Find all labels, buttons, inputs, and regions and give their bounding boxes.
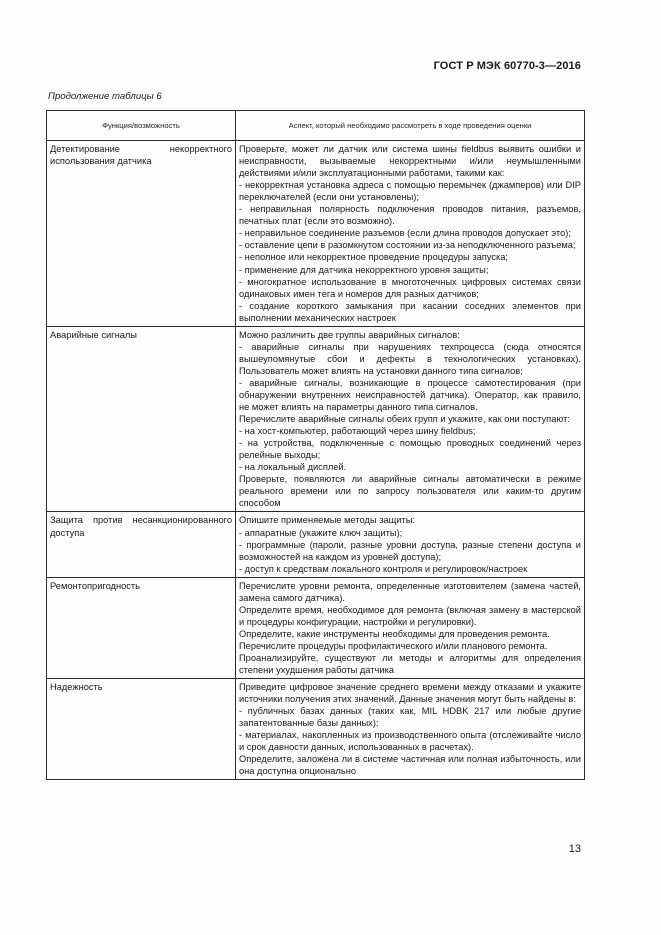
table-row xyxy=(47,326,585,512)
aspect-line: - многократное использование в многоточечных цифровых системах связи одинаковых имен тега и номеров для разных датчиков; xyxy=(239,276,581,299)
aspect-line: - материалах, накопленных из производственного опыта (отслеживайте число и срок давности данных, использованных в расчетах). xyxy=(239,730,581,753)
aspect-line: - на хост-компьютер, работающий через шину fieldbus; xyxy=(239,426,476,437)
aspect-line: - доступ к средствам локального контроля и регулировок/настроек xyxy=(239,563,528,574)
function-cell: Надежность xyxy=(47,679,236,780)
aspect-line: - оставление цепи в разомкнутом состоянии из-за неподключенного разъема; xyxy=(239,240,576,251)
aspect-line: Перечислите процедуры профилактического и/или планового ремонта. xyxy=(239,640,548,651)
aspect-line: - публичных базах данных (таких как, MIL HDBK 217 или любые другие запатентованные базы данных); xyxy=(239,706,581,729)
aspect-line: Проанализируйте, существуют ли методы и алгоритмы для определения степени ухудшения работы датчика xyxy=(239,652,581,676)
aspect-cell xyxy=(236,141,585,327)
aspect-line: Приведите цифровое значение среднего времени между отказами и укажите источники получения этих значений. Данные значения могут быть найдены в: xyxy=(239,682,581,705)
function-cell: Аварийные сигналы xyxy=(47,326,236,512)
aspect-line: Перечислите уровни ремонта, определенные изготовителем (замена частей, замена самого датчика). xyxy=(239,580,581,603)
table-row xyxy=(47,577,585,678)
function-cell: Ремонтопригодность xyxy=(47,577,236,678)
table-row xyxy=(47,141,585,327)
aspect-line: - на устройства, подключенные с помощью проводных соединений через релейные выходы; xyxy=(239,438,581,461)
aspect-line: - программные (пароли, разные уровни доступа, разные степени доступа и возможностей на каждом из уровней доступа); xyxy=(239,539,581,562)
table-row xyxy=(47,679,585,780)
function-cell: Детектирование некорректного использования датчика xyxy=(47,141,236,327)
document-code: ГОСТ Р МЭК 60770-3—2016 xyxy=(433,60,581,72)
aspect-line: - неполное или некорректное проведение процедуры запуска; xyxy=(239,252,509,263)
aspect-cell xyxy=(236,512,585,577)
table-header-row xyxy=(47,111,585,141)
aspect-cell xyxy=(236,326,585,512)
aspect-line: - аварийные сигналы, возникающие в процессе самотестирования (при обнаружении внутренних неисправностей датчика). Оператор, как правило, не может влиять на параметры данного типа сигналов. xyxy=(239,377,581,413)
page-number: 13 xyxy=(568,843,581,855)
column-header-function: Функция/возможность xyxy=(47,111,236,141)
aspect-line: - применение для датчика некорректного уровня защиты; xyxy=(239,264,489,275)
aspect-cell xyxy=(236,679,585,780)
aspect-line: Определите, заложена ли в системе частичная или полная избыточность, или она доступна опционально xyxy=(239,754,581,777)
evaluation-table xyxy=(46,110,585,780)
aspect-line: Определите, какие инструменты необходимы для проведения ремонта. xyxy=(239,628,550,639)
aspect-line: - неправильное соединение разъемов (если длина проводов допускает это); xyxy=(239,228,571,239)
aspect-line: Проверьте, может ли датчик или система шины fieldbus выявить ошибки и неисправности, вызываемые некорректными и/или неумышленными действиями и/или эксплуатационными работами, такими как: xyxy=(239,144,581,179)
aspect-line: - аварийные сигналы при нарушениях техпроцесса (сюда относятся вышеупомянутые сбои и дефекты в технологических установках). Пользователь может влиять на установки данного типа сигналов; xyxy=(239,341,581,376)
aspect-line: - некорректная установка адреса с помощью перемычек (джамперов) или DIP переключателей (если они установлены); xyxy=(239,180,581,203)
aspect-line: - неправильная полярность подключения проводов питания, разъемов, печатных плат (если это возможно). xyxy=(239,204,581,227)
aspect-line: Проверьте, появляются ли аварийные сигналы автоматически в режиме реального времени или по запросу пользователя или каким-то другим способом xyxy=(239,474,581,509)
aspect-line: Можно различить две группы аварийных сигналов: xyxy=(239,329,460,340)
aspect-line: - на локальный дисплей. xyxy=(239,462,347,473)
aspect-cell xyxy=(236,577,585,678)
column-header-aspect: Аспект, который необходимо рассмотреть в ходе проведения оценки xyxy=(236,111,585,141)
aspect-line: Опишите применяемые методы защиты: xyxy=(239,515,416,526)
aspect-line: Перечислите аварийные сигналы обеих групп и укажите, как они поступают: xyxy=(239,414,570,425)
table-caption: Продолжение таблицы 6 xyxy=(48,91,162,102)
aspect-line: - создание короткого замыкания при касании соседних элементов при выполнении механических настроек xyxy=(239,300,581,323)
aspect-line: Определите время, необходимое для ремонта (включая замену в мастерской и процедуры конфигурации, настройки и регулировки). xyxy=(239,604,581,627)
aspect-line: - аппаратные (укажите ключ защиты); xyxy=(239,527,403,538)
table-row xyxy=(47,512,585,577)
function-cell: Защита против несанкционированного доступа xyxy=(47,512,236,577)
